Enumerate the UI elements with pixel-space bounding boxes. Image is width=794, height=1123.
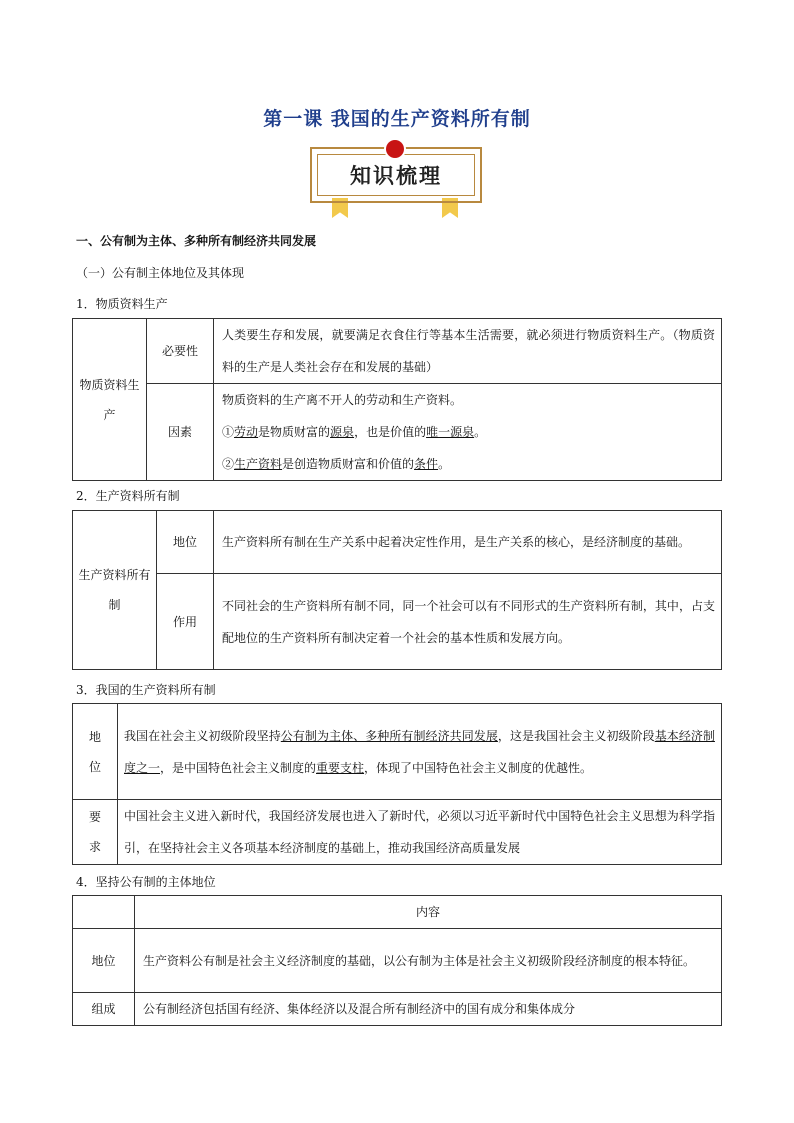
content-cell: 不同社会的生产资料所有制不同，同一个社会可以有不同形式的生产资料所有制，其中，占支配地位的生产资料所有制决定着一个社会的基本性质和发展方向。 — [214, 574, 722, 670]
label-cell: 作用 — [157, 574, 214, 670]
content-line: ②生产资料是创造物质财富和价值的条件。 — [222, 457, 451, 471]
table-china-ownership — [72, 703, 722, 865]
header-empty-cell — [73, 896, 135, 929]
part2-heading: 2．生产资料所有制 — [76, 489, 180, 503]
table-row — [73, 929, 722, 993]
label-cell: 地位 — [73, 929, 135, 993]
content-cell: 人类要生存和发展，就要满足衣食住行等基本生活需要，就必须进行物质资料生产。（物质资料的生产是人类社会存在和发展的基础） — [214, 319, 722, 384]
section-badge — [308, 140, 486, 220]
key-term: 公有制为主体、多种所有制经济共同发展 — [280, 728, 498, 743]
content-cell — [214, 384, 722, 481]
column-header: 内容 — [135, 896, 722, 929]
red-dot-icon — [386, 140, 404, 158]
row-header-text: 生产资料所有制 — [78, 568, 151, 612]
key-term: 条件 — [414, 457, 439, 471]
row-header-cell — [73, 511, 157, 670]
table-material-production — [72, 318, 722, 481]
table-row — [73, 511, 722, 574]
table-row — [73, 384, 722, 481]
table-ownership — [72, 510, 722, 670]
key-term: 基本经济制度之一 — [124, 728, 715, 775]
label-cell: 组成 — [73, 993, 135, 1026]
table-row — [73, 800, 722, 865]
key-term: 生产资料 — [234, 457, 283, 471]
table-row — [73, 574, 722, 670]
label-cell: 地位 — [157, 511, 214, 574]
content-cell: 生产资料公有制是社会主义经济制度的基础，以公有制为主体是社会主义初级阶段经济制度的根本特征。 — [135, 929, 722, 993]
content-cell: 中国社会主义进入新时代，我国经济发展也进入了新时代，必须以习近平新时代中国特色社会主义思想为科学指引，在坚持社会主义各项基本经济制度的基础上，推动我国经济高质量发展 — [118, 800, 722, 865]
label-cell: 要求 — [73, 800, 118, 865]
content-cell: 公有制经济包括国有经济、集体经济以及混合所有制经济中的国有成分和集体成分 — [135, 993, 722, 1026]
label-cell: 因素 — [147, 384, 214, 481]
badge-text: 知识梳理 — [350, 164, 442, 188]
row-header-cell — [73, 319, 147, 481]
key-term: 源泉 — [330, 425, 355, 439]
key-term: 唯一源泉 — [426, 425, 475, 439]
label-cell: 必要性 — [147, 319, 214, 384]
key-term: 重要支柱 — [316, 760, 365, 775]
part3-heading: 3．我国的生产资料所有制 — [76, 683, 216, 697]
content-line: ①劳动是物质财富的源泉，也是价值的唯一源泉。 — [222, 425, 487, 439]
table-public-ownership — [72, 895, 722, 1026]
label-cell: 地位 — [73, 704, 118, 800]
part1-heading: 1．物质资料生产 — [76, 297, 168, 311]
key-term: 劳动 — [234, 425, 259, 439]
part4-heading: 4．坚持公有制的主体地位 — [76, 875, 216, 889]
page-title: 第一课 我国的生产资料所有制 — [263, 108, 531, 130]
content-line: 物质资料的生产离不开人的劳动和生产资料。 — [222, 393, 463, 407]
content-cell: 我国在社会主义初级阶段坚持公有制为主体、多种所有制经济共同发展，这是我国社会主义初级阶段基本经济制度之一，是中国特色社会主义制度的重要支柱，体现了中国特色社会主义制度的优越性。 — [118, 704, 722, 800]
section-heading: 一、公有制为主体、多种所有制经济共同发展 — [76, 234, 317, 248]
section-subheading: （一）公有制主体地位及其体现 — [76, 266, 245, 280]
table-row — [73, 993, 722, 1026]
content-cell: 生产资料所有制在生产关系中起着决定性作用，是生产关系的核心，是经济制度的基础。 — [214, 511, 722, 574]
table-row — [73, 704, 722, 800]
row-header-text: 物质资料生产 — [79, 377, 140, 422]
table-row — [73, 319, 722, 384]
table-header-row — [73, 896, 722, 929]
